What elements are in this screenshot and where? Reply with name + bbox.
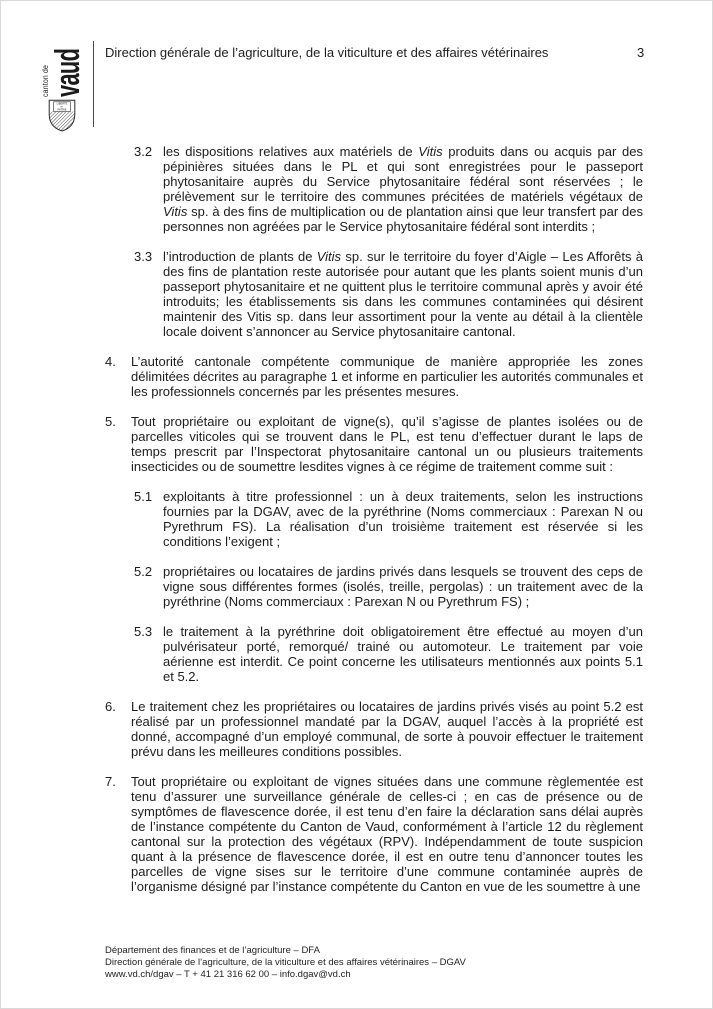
logo-vaud-text: vaud: [48, 48, 87, 97]
paragraph-number: 5.: [105, 414, 116, 429]
crest-motto-line2: ET: [60, 106, 64, 109]
canton-de-vaud-logo: [41, 22, 85, 97]
paragraph-number: 7.: [105, 774, 116, 789]
header-title: Direction générale de l’agriculture, de la viticulture et des affaires vétérinaires: [105, 45, 549, 60]
paragraph-text: Le traitement chez les propriétaires ou locataires de jardins privés visés au point 5.2 est réalisé par un professionnel mandaté par la DGAV, auquel l’accès à la propriété est donné, accompagné d’un employé communal, de sorte à pouvoir effectuer le traitement prévu dans les meilleures conditions possibles.: [131, 699, 643, 759]
paragraph-number: 5.3: [134, 624, 153, 639]
paragraph-number: 3.2: [134, 144, 153, 159]
paragraph-5-3: [134, 624, 643, 684]
paragraph-5-1: [134, 489, 643, 549]
paragraph-text: L’autorité cantonale compétente communique de manière appropriée les zones délimitées décrites au paragraphe 1 et informe en particulier les autorités communales et les professionnels concernés par les présentes mesures.: [131, 354, 643, 399]
logo-canton-de-text: canton de: [40, 64, 50, 97]
paragraph-text: le traitement à la pyréthrine doit obligatoirement être effectué au moyen d’un pulvérisateur porté, remorqué/ trainé ou automoteur. Le traitement par voie aérienne est interdit. Ce point concerne les utilisateurs mentionnés aux points 5.1 et 5.2.: [163, 624, 643, 684]
paragraph-text: exploitants à titre professionnel : un à deux traitements, selon les instructions fournies par la DGAV, avec de la pyréthrine (Noms commerciaux : Parexan N ou Pyrethrum FS). La réalisation d’un troisième traitement est réservée si les conditions l’exigent ;: [163, 489, 643, 549]
paragraph-text: les dispositions relatives aux matériels de Vitis produits dans ou acquis par des pépinières situées dans le PL et qui sont enregistrées pour le passeport phytosanitaire auprès du Service phytosanitaire fédéral sont réservées ; le prélèvement sur le territoire des communes précitées de matériels végétaux de Vitis sp. à des fins de multiplication ou de plantation ainsi que leur transfert par des personnes non agréées par le Service phytosanitaire fédéral sont interdits ;: [163, 144, 643, 234]
paragraph-3-3: [134, 249, 643, 339]
paragraph-5-2: [134, 564, 643, 609]
paragraph-5: [105, 414, 643, 474]
paragraph-4: [105, 354, 643, 399]
paragraph-text: l’introduction de plants de Vitis sp. sur le territoire du foyer d’Aigle – Les Afforêts à des fins de plantation reste autorisée pour autant que les plants soient munis d’un passeport phytosanitaire et ne quittent plus le territoire communal après y avoir été introduits; les établissements sis dans les communes contaminées qui désirent maintenir des Vitis sp. dans leur assortiment pour la vente au détail à la clientèle locale doivent s’annoncer au Service phytosanitaire cantonal.: [163, 249, 644, 339]
vaud-coat-of-arms-icon: [48, 99, 76, 132]
paragraph-6: [105, 699, 643, 759]
paragraph-text: propriétaires ou locataires de jardins privés dans lesquels se trouvent des ceps de vigne sous différentes formes (isolés, treille, pergolas) : un traitement avec de la pyréthrine (Noms commerciaux : Parexan N ou Pyrethrum FS) ;: [163, 564, 643, 609]
paragraph-number: 4.: [105, 354, 116, 369]
footer: [105, 945, 466, 981]
paragraph-number: 5.1: [134, 489, 153, 504]
crest-motto-line1: LIBERTÉ: [56, 102, 68, 106]
document-body: [105, 144, 643, 909]
paragraph-number: 3.3: [134, 249, 153, 264]
paragraph-number: 5.2: [134, 564, 153, 579]
paragraph-text: Tout propriétaire ou exploitant de vignes situées dans une commune règlementée est tenu d’assurer une surveillance générale de celles-ci ; en cas de présence ou de symptômes de flavescence dorée, il est tenu d’en faire la déclaration sans délai auprès de l’instance compétente du Canton de Vaud, conformément à l’article 12 du règlement cantonal sur la protection des végétaux (RPV). Indépendamment de toute suspicion quant à la présence de flavescence dorée, il est en outre tenu d’annoncer toutes les parcelles de vigne sises sur le territoire d’une commune contaminée auprès de l’organisme désigné par l’instance compétente du Canton en vue de les soumettre à une: [131, 774, 643, 894]
paragraph-text: Tout propriétaire ou exploitant de vigne(s), qu’il s’agisse de plantes isolées ou de parcelles viticoles qui se trouvent dans le PL, est tenu d’effectuer durant le laps de temps prescrit par l’Inspectorat phytosanitaire cantonal un ou plusieurs traitements insecticides ou de soumettre lesdites vignes à ce régime de traitement comme suit :: [131, 414, 643, 474]
paragraph-7: [105, 774, 643, 894]
header-divider: [93, 41, 94, 127]
footer-line-direction: Direction générale de l’agriculture, de la viticulture et des affaires vétérinaires – DGAV: [105, 957, 466, 968]
paragraph-3-2: [134, 144, 643, 234]
crest-motto-line3: PATRIE: [57, 108, 67, 112]
paragraph-number: 6.: [105, 699, 116, 714]
footer-line-department: Département des finances et de l’agriculture – DFA: [105, 945, 320, 956]
footer-line-contact: www.vd.ch/dgav – T + 41 21 316 62 00 – info.dgav@vd.ch: [105, 969, 351, 980]
page-number: 3: [637, 45, 645, 60]
